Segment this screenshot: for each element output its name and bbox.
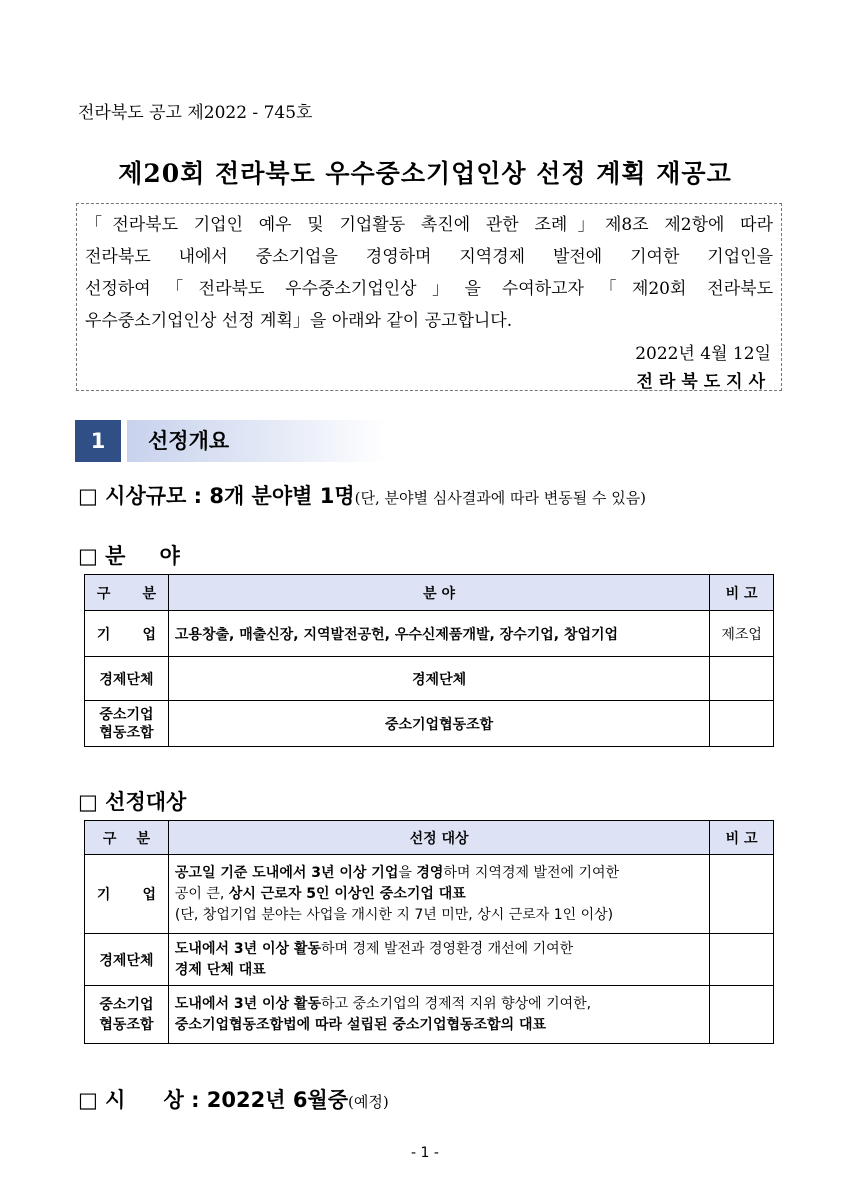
targets-table: [84, 820, 774, 1044]
checkbox-square-icon: □: [78, 484, 98, 508]
award-date-note: (예정): [348, 1093, 389, 1111]
row-field: 고용창출, 매출신장, 지역발전공헌, 우수신제품개발, 장수기업, 창업기업: [168, 611, 709, 657]
award-scale-value: 8개 분야별 1명: [209, 484, 355, 508]
row-label: 경제단체: [85, 657, 169, 701]
header-gubun-b: 분: [136, 830, 150, 847]
intro-line-3: 선정하여「전라북도 우수중소기업인상」을 수여하고자「제20회 전라북도: [85, 279, 773, 299]
row-target: 도내에서 3년 이상 활동하며 경제 발전과 경영환경 개선에 기여한 경제 단체 대표: [168, 934, 709, 986]
table-row: [85, 657, 774, 701]
intro-signature: 전라북도지사: [636, 372, 771, 392]
intro-date: 2022년 4월 12일: [635, 344, 771, 364]
award-date-label-b: 상: [163, 1088, 184, 1112]
checkbox-square-icon: □: [78, 790, 98, 814]
header-gubun-b: 분: [142, 585, 156, 602]
table-row: [85, 986, 774, 1044]
header-target: 선정 대상: [168, 821, 709, 855]
award-date-label-a: 시: [105, 1088, 126, 1112]
row-target: 도내에서 3년 이상 활동하고 중소기업의 경제적 지위 향상에 기여한, 중소기업협동조합법에 따라 설립된 중소기업협동조합의 대표: [168, 986, 709, 1044]
award-scale-colon: :: [193, 484, 203, 508]
award-date-value: 2022년 6월중: [206, 1088, 349, 1112]
section-title: 선정개요: [148, 429, 230, 453]
intro-line-2: 전라북도 내에서 중소기업을 경영하며 지역경제 발전에 기여한 기업인을: [85, 247, 773, 267]
targets-heading: [78, 786, 186, 816]
row-field: 중소기업협동조합: [168, 701, 709, 747]
row-label-a: 기: [96, 887, 111, 903]
table-header-row: [85, 821, 774, 855]
row-label-2: 협동조합: [99, 724, 154, 741]
section-number: 1: [75, 420, 121, 462]
checkbox-square-icon: □: [78, 544, 98, 568]
row-note: [710, 657, 774, 701]
row-label-b: 업: [142, 626, 156, 643]
header-note: 비 고: [710, 821, 774, 855]
notice-number: 전라북도 공고 제2022 - 745호: [78, 103, 313, 123]
fields-heading: [78, 540, 180, 570]
header-gubun-a: 구: [96, 585, 111, 602]
header-note: 비 고: [710, 575, 774, 611]
table-header-row: [85, 575, 774, 611]
header-field: 분 야: [168, 575, 709, 611]
intro-box: [76, 203, 782, 391]
table-row: [85, 855, 774, 934]
award-scale-label: 시상규모: [105, 484, 187, 508]
row-note: [710, 934, 774, 986]
row-label-1: 중소기업: [99, 706, 154, 723]
row-field: 경제단체: [168, 657, 709, 701]
row-note: 제조업: [710, 611, 774, 657]
row-label-1: 중소기업: [99, 996, 154, 1013]
fields-table: [84, 574, 774, 747]
table-row: [85, 701, 774, 747]
intro-line-1: 「전라북도 기업인 예우 및 기업활동 촉진에 관한 조례」제8조 제2항에 따라: [85, 215, 773, 235]
award-date-colon: :: [191, 1088, 200, 1112]
award-date-heading: [78, 1084, 389, 1114]
fields-heading-a: 분: [105, 544, 126, 568]
document-title: 제20회 전라북도 우수중소기업인상 선정 계획 재공고: [118, 159, 732, 188]
table-row: [85, 611, 774, 657]
header-gubun-a: 구: [102, 830, 117, 847]
page-number: - 1 -: [411, 1145, 439, 1161]
award-scale-heading: [78, 480, 646, 510]
row-label-2: 협동조합: [99, 1016, 154, 1033]
fields-heading-b: 야: [159, 544, 180, 568]
row-target: 공고일 기준 도내에서 3년 이상 기업을 경영하며 지역경제 발전에 기여한 공이 큰, 상시 근로자 5인 이상인 중소기업 대표 (단, 창업기업 분야는 사업을 개시한 지 7년 미만, 상시 근로자 1인 이상): [168, 855, 709, 934]
row-note: [710, 701, 774, 747]
row-label-b: 업: [142, 887, 156, 903]
checkbox-square-icon: □: [78, 1088, 98, 1112]
targets-heading-text: 선정대상: [105, 790, 187, 814]
award-scale-note: (단, 분야별 심사결과에 따라 변동될 수 있음): [354, 489, 647, 507]
row-note: [710, 986, 774, 1044]
row-note: [710, 855, 774, 934]
row-label: 경제단체: [85, 934, 169, 986]
row-label-a: 기: [96, 626, 111, 643]
intro-line-4: 우수중소기업인상 선정 계획」을 아래와 같이 공고합니다.: [85, 311, 513, 331]
table-row: [85, 934, 774, 986]
